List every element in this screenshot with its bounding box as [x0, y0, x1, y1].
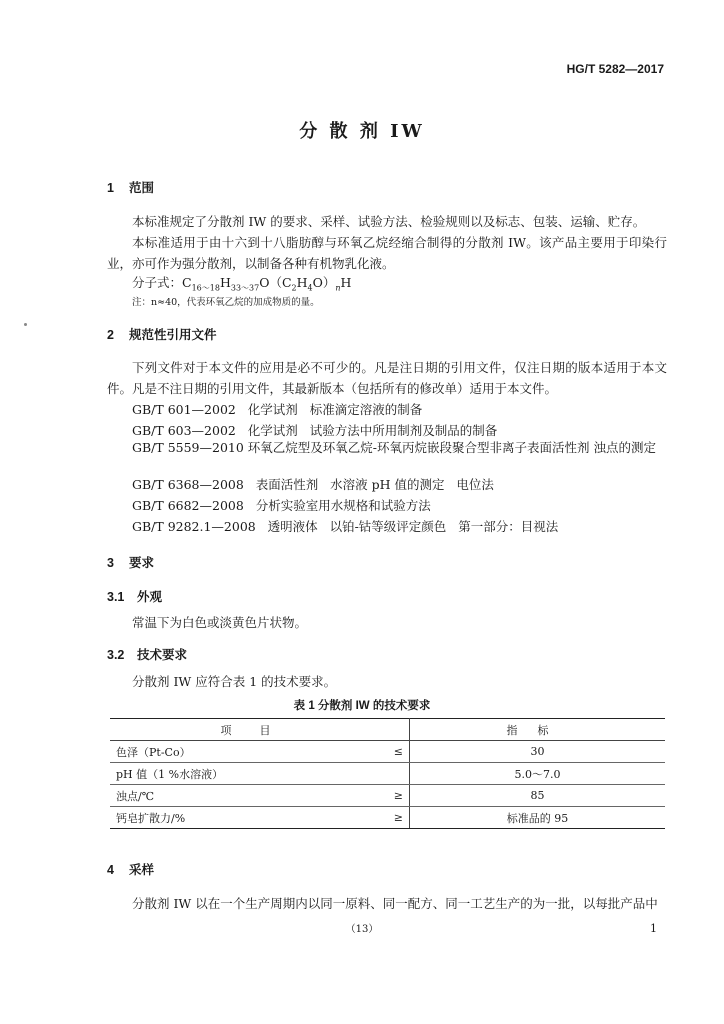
spec-table [110, 718, 665, 829]
table-header-row [110, 719, 665, 741]
scan-mark [24, 323, 27, 326]
footer-page-label: （13） [345, 924, 379, 935]
scope-paragraph-2: 本标准适用于由十六到十八脂肪醇与环氧乙烷经缩合制得的分散剂 IW。该产品主要用于印染行业，亦可作为强分散剂，以制备各种有机物乳化液。 [107, 235, 667, 271]
table-caption: 表 1 分散剂 IW 的技术要求 [293, 700, 431, 712]
formula-note: 注：n≈40，代表环氧乙烷的加成物质的量。 [132, 297, 320, 308]
item-cell: 钙皂扩散力/% [110, 807, 367, 829]
value-cell: 5.0～7.0 [410, 763, 666, 785]
appearance-text: 常温下为白色或淡黄色片状物。 [132, 615, 308, 630]
section-title: 要求 [129, 556, 155, 570]
formula-part: H [296, 275, 308, 290]
operator-cell: ≥ [367, 785, 410, 807]
reference-item-long: GB/T 5559—2010 环氧乙烷型及环氧乙烷-环氧丙烷嵌段聚合型非离子表面活性剂 浊点的测定 [132, 440, 656, 455]
formula-sub: 16～18 [191, 283, 220, 293]
table-row [110, 807, 665, 829]
sampling-text: 分散剂 IW 以在一个生产周期内以同一原料、同一配方、同一工艺生产的为一批，以每批产品中 [132, 896, 658, 911]
reference-item: GB/T 9282.1—2008 透明液体 以铂-钴等级评定颜色 第一部分：目视法 [132, 519, 559, 534]
formula-sub: 4 [307, 283, 313, 293]
section-number: 2 [107, 328, 114, 342]
section-number: 3 [107, 556, 114, 570]
section-2-heading [107, 325, 217, 343]
section-number: 4 [107, 863, 114, 877]
operator-cell [367, 763, 410, 785]
formula-part: C [182, 275, 192, 290]
footer-page-number: 1 [650, 922, 657, 935]
section-number: 1 [107, 181, 114, 195]
section-title: 技术要求 [137, 648, 188, 662]
reference-item: GB/T 6682—2008 分析实验室用水规格和试验方法 [132, 498, 431, 513]
table-row [110, 763, 665, 785]
item-cell: 浊点/℃ [110, 785, 367, 807]
column-header-item: 项目 [110, 719, 410, 741]
formula-sub: n [335, 283, 341, 293]
scope-paragraph-1: 本标准规定了分散剂 IW 的要求、采样、试验方法、检验规则以及标志、包装、运输、贮存。 [132, 214, 646, 229]
item-cell: 色泽（Pt-Co） [110, 741, 367, 763]
section-1-heading [107, 178, 154, 196]
value-cell: 标准品的 95 [410, 807, 666, 829]
formula-sub: 2 [291, 283, 297, 293]
reference-item: GB/T 601—2002 化学试剂 标准滴定溶液的制备 [132, 402, 423, 417]
table-row [110, 785, 665, 807]
value-cell: 30 [410, 741, 666, 763]
operator-cell: ≤ [367, 741, 410, 763]
formula-part: O） [312, 275, 336, 290]
reference-item: GB/T 6368—2008 表面活性剂 水溶液 pH 值的测定 电位法 [132, 477, 494, 492]
tech-requirements-text: 分散剂 IW 应符合表 1 的技术要求。 [132, 674, 337, 689]
standard-code: HG/T 5282—2017 [566, 62, 664, 76]
section-3-2-heading [107, 645, 187, 663]
section-title: 采样 [129, 863, 155, 877]
section-number: 3.2 [107, 648, 125, 662]
molecular-formula [132, 273, 351, 294]
section-3-1-heading [107, 587, 162, 605]
section-4-heading [107, 860, 154, 878]
formula-label: 分子式： [132, 275, 183, 290]
section-title: 规范性引用文件 [129, 328, 217, 342]
item-cell: pH 值（1 %水溶液） [110, 763, 367, 785]
value-cell: 85 [410, 785, 666, 807]
references-intro: 下列文件对于本文件的应用是必不可少的。凡是注日期的引用文件，仅注日期的版本适用于本文件。凡是不注日期的引用文件，其最新版本（包括所有的修改单）适用于本文件。 [107, 360, 667, 396]
section-3-heading [107, 553, 154, 571]
section-number: 3.1 [107, 590, 125, 604]
section-title: 范围 [129, 181, 155, 195]
formula-sub: 33～37 [230, 283, 260, 293]
operator-cell: ≥ [367, 807, 410, 829]
section-title: 外观 [137, 590, 163, 604]
column-header-value: 指标 [410, 719, 666, 741]
formula-part: O（C [259, 275, 292, 290]
formula-part: H [340, 275, 352, 290]
table-row [110, 741, 665, 763]
reference-item: GB/T 603—2002 化学试剂 试验方法中所用制剂及制品的制备 [132, 423, 498, 438]
formula-part: H [219, 275, 231, 290]
document-title: 分 散 剂 IW [299, 121, 425, 142]
